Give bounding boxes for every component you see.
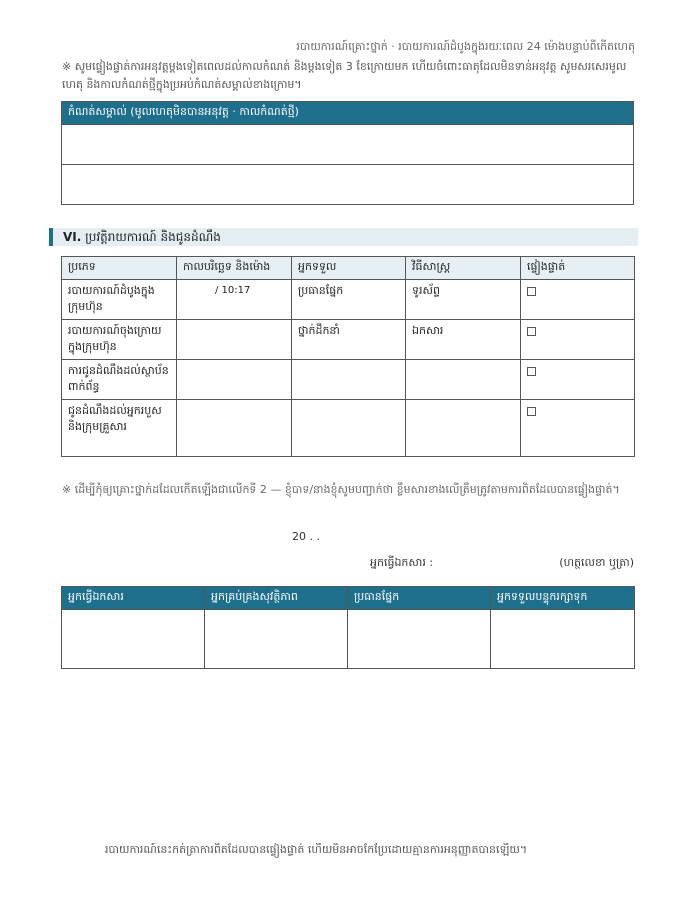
cell-method[interactable]: ឯកសារ bbox=[406, 320, 521, 360]
approval-cell-archive-owner[interactable] bbox=[491, 610, 635, 669]
date-line[interactable]: 20 . . bbox=[292, 530, 320, 543]
cell-datetime[interactable] bbox=[177, 320, 292, 360]
top-note: ※ សូមផ្ទៀងផ្ទាត់ការអនុវត្តម្ដងទៀតពេលដល់កាលកំណត់ និងម្ដងទៀត 3 ខែក្រោយមក ហើយចំពោះធាតុដែលមិនទាន់អនុវត្ត សូមសរសេរមូលហេតុ និងកាលកំណត់ថ្មីក្នុងប្រអប់កំណត់សម្គាល់ខាងក្រោម។ bbox=[62, 60, 627, 91]
cell-recipient[interactable]: ថ្នាក់ដឹកនាំ bbox=[292, 320, 406, 360]
approval-cell-author[interactable] bbox=[62, 610, 205, 669]
approval-cell-department-head[interactable] bbox=[348, 610, 491, 669]
cell-recipient[interactable] bbox=[292, 400, 406, 457]
cell-type: របាយការណ៍ដំបូងក្នុងក្រុមហ៊ុន bbox=[62, 280, 177, 320]
col-header-check: ផ្ទៀងផ្ទាត់ bbox=[521, 257, 635, 280]
remarks-row-2[interactable] bbox=[62, 165, 634, 205]
section-title: ប្រវត្តិរាយការណ៍ និងជូនដំណឹង bbox=[85, 230, 221, 244]
col-header-type: ប្រភេទ bbox=[62, 257, 177, 280]
col-header-recipient: អ្នកទទួល bbox=[292, 257, 406, 280]
verify-checkbox[interactable] bbox=[527, 407, 536, 416]
section-number: VI. bbox=[63, 230, 82, 244]
remarks-row-1[interactable] bbox=[62, 125, 634, 165]
cell-recipient[interactable]: ប្រធានផ្នែក bbox=[292, 280, 406, 320]
verify-checkbox[interactable] bbox=[527, 327, 536, 336]
col-header-datetime: កាលបរិច្ឆេទ និងម៉ោង bbox=[177, 257, 292, 280]
approval-header-archive-owner: អ្នកទទួលបន្ទុករក្សាទុក bbox=[491, 587, 635, 610]
signature-placeholder[interactable]: (ហត្ថលេខា ឬត្រា) bbox=[559, 556, 634, 569]
table-row bbox=[62, 360, 635, 400]
cell-datetime[interactable] bbox=[177, 400, 292, 457]
remarks-header: កំណត់សម្គាល់ (មូលហេតុមិនបានអនុវត្ត · កាលកំណត់ថ្មី) bbox=[62, 102, 634, 125]
approval-cell-safety-manager[interactable] bbox=[205, 610, 348, 669]
author-label: អ្នកធ្វើឯកសារ : bbox=[370, 556, 434, 569]
cell-type: របាយការណ៍ចុងក្រោយក្នុងក្រុមហ៊ុន bbox=[62, 320, 177, 360]
table-row bbox=[62, 320, 635, 360]
cell-datetime[interactable] bbox=[177, 360, 292, 400]
cell-type: ជូនដំណឹងដល់អ្នករបួស និងក្រុមគ្រួសារ bbox=[62, 400, 177, 457]
table-row bbox=[62, 280, 635, 320]
verify-checkbox[interactable] bbox=[527, 367, 536, 376]
verify-checkbox[interactable] bbox=[527, 287, 536, 296]
cell-method[interactable] bbox=[406, 400, 521, 457]
footer-note: របាយការណ៍នេះកត់ត្រាការពិតដែលបានផ្ទៀងផ្ទាត់ ហើយមិនអាចកែប្រែដោយគ្មានការអនុញ្ញាតបានឡើយ។ bbox=[105, 843, 528, 856]
remarks-table bbox=[61, 101, 634, 205]
cell-method[interactable] bbox=[406, 360, 521, 400]
section-vi-heading bbox=[49, 228, 638, 246]
confirmation-note: ※ ដើម្បីកុំឲ្យគ្រោះថ្នាក់ដដែលកើតឡើងជាលើកទី 2 — ខ្ញុំបាទ/នាងខ្ញុំសូមបញ្ជាក់ថា ខ្លឹមសារខាងលើត្រឹមត្រូវតាមការពិតដែលបានផ្ទៀងផ្ទាត់។ bbox=[62, 483, 620, 496]
table-row bbox=[62, 400, 635, 457]
cell-type: ការជូនដំណឹងដល់ស្ថាប័នពាក់ព័ន្ធ bbox=[62, 360, 177, 400]
report-history-table bbox=[61, 256, 635, 457]
cell-method[interactable]: ទូរស័ព្ទ bbox=[406, 280, 521, 320]
approval-header-safety-manager: អ្នកគ្រប់គ្រងសុវត្ថិភាព bbox=[205, 587, 348, 610]
col-header-method: វិធីសាស្ត្រ bbox=[406, 257, 521, 280]
approval-header-author: អ្នកធ្វើឯកសារ bbox=[62, 587, 205, 610]
cell-datetime[interactable]: / 10:17 bbox=[177, 280, 292, 320]
approval-table bbox=[61, 586, 635, 669]
approval-header-department-head: ប្រធានផ្នែក bbox=[348, 587, 491, 610]
cell-recipient[interactable] bbox=[292, 360, 406, 400]
document-header-title: របាយការណ៍គ្រោះថ្នាក់ · របាយការណ៍ដំបូងក្នុងរយៈពេល 24 ម៉ោងបន្ទាប់ពីកើតហេតុ bbox=[296, 40, 635, 53]
